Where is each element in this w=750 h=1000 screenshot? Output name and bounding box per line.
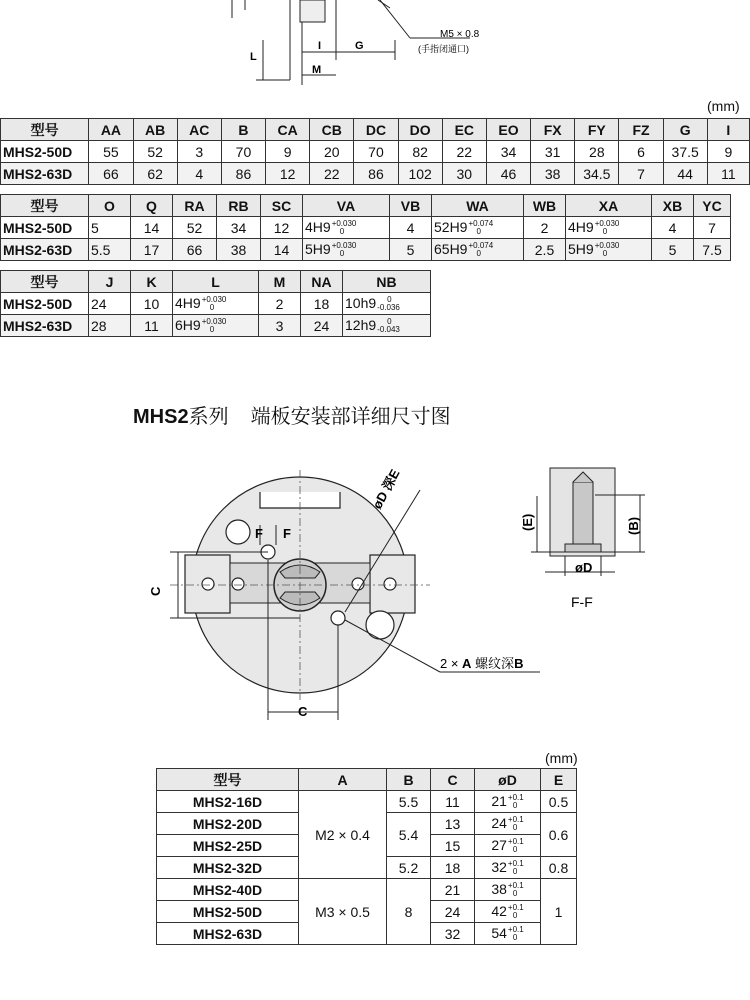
tolerance-cell: 5H9 +0.030 0 (566, 239, 652, 261)
value-cell: 9 (707, 141, 749, 163)
header-cell: XB (652, 195, 694, 217)
value-cell: 7.5 (694, 239, 731, 261)
table-row (1, 217, 731, 239)
value-cell: M2 × 0.4 (299, 791, 387, 879)
value-cell: 62 (133, 163, 177, 185)
header-cell: O (89, 195, 131, 217)
value-cell: 34 (217, 217, 261, 239)
header-cell: VA (303, 195, 390, 217)
value-cell: 11 (707, 163, 749, 185)
section-label-F1: F (255, 526, 263, 541)
header-cell: øD (475, 769, 541, 791)
dimension-table-2 (0, 194, 731, 261)
header-cell: XA (566, 195, 652, 217)
value-cell: 4 (177, 163, 221, 185)
value-cell: 32 (431, 923, 475, 945)
tolerance-cell: 27 +0.1 0 (475, 835, 541, 857)
value-cell: 13 (431, 813, 475, 835)
header-cell: 型号 (1, 195, 89, 217)
header-cell: RB (217, 195, 261, 217)
tolerance-cell: 54 +0.1 0 (475, 923, 541, 945)
value-cell: 7 (694, 217, 731, 239)
header-cell: FY (575, 119, 619, 141)
section-title (133, 400, 451, 429)
value-cell: 0.5 (541, 791, 577, 813)
value-cell: 2 (524, 217, 566, 239)
dim-label-I: I (318, 40, 322, 52)
header-cell: AB (133, 119, 177, 141)
tolerance-cell: 21 +0.1 0 (475, 791, 541, 813)
rail-hole-left-1 (202, 578, 214, 590)
section-subtitle: 端板安装部详细尺寸图 (250, 406, 451, 428)
header-cell: EO (486, 119, 530, 141)
value-cell: 5 (652, 239, 694, 261)
header-cell: FZ (619, 119, 663, 141)
header-cell: A (299, 769, 387, 791)
value-cell: 55 (89, 141, 133, 163)
section-name: F-F (571, 594, 593, 610)
header-cell: SC (261, 195, 303, 217)
value-cell: 44 (663, 163, 707, 185)
value-cell: 22 (310, 163, 354, 185)
section-dim-E: (E) (520, 513, 535, 531)
value-cell: 102 (398, 163, 442, 185)
thread-label: 2 × A 螺纹深B (440, 656, 524, 671)
value-cell: 17 (131, 239, 173, 261)
value-cell: 31 (531, 141, 575, 163)
section-dim-B: (B) (626, 516, 641, 535)
value-cell: 5.5 (387, 791, 431, 813)
header-cell: DO (398, 119, 442, 141)
header-cell: WB (524, 195, 566, 217)
model-cell: MHS2-50D (157, 901, 299, 923)
value-cell: 4 (390, 217, 432, 239)
value-cell: 37.5 (663, 141, 707, 163)
value-cell: 5.4 (387, 813, 431, 857)
value-cell: 5.5 (89, 239, 131, 261)
table-row (1, 315, 431, 337)
header-cell: K (131, 271, 173, 293)
dimension-table-3 (0, 270, 431, 337)
value-cell: 0.8 (541, 857, 577, 879)
header-cell: 型号 (157, 769, 299, 791)
value-cell: 28 (89, 315, 131, 337)
tolerance-cell: 42 +0.1 0 (475, 901, 541, 923)
table-row (1, 293, 431, 315)
value-cell: 7 (619, 163, 663, 185)
value-cell: 11 (431, 791, 475, 813)
table-header-row (1, 195, 731, 217)
value-cell: 12 (261, 217, 303, 239)
dim-label-G: G (355, 40, 364, 52)
value-cell: 70 (354, 141, 398, 163)
model-cell: MHS2-63D (1, 163, 89, 185)
table-row (1, 163, 750, 185)
model-cell: MHS2-50D (1, 141, 89, 163)
header-cell: I (707, 119, 749, 141)
section-dim-D: øD (575, 560, 593, 575)
thread-note: M5 × 0.8 (440, 29, 480, 40)
value-cell: 18 (301, 293, 343, 315)
header-cell: YC (694, 195, 731, 217)
unit-label-bottom: (mm) (545, 750, 578, 766)
header-cell: M (259, 271, 301, 293)
header-cell: L (173, 271, 259, 293)
value-cell: 86 (354, 163, 398, 185)
model-cell: MHS2-63D (1, 239, 89, 261)
thread-note-sub: (手指闭通口) (418, 44, 469, 54)
table-row (1, 239, 731, 261)
end-plate-dimension-table (156, 768, 577, 945)
header-cell: DC (354, 119, 398, 141)
model-cell: MHS2-40D (157, 879, 299, 901)
value-cell: 38 (217, 239, 261, 261)
series-name: MHS2 (133, 406, 189, 428)
header-cell: B (221, 119, 265, 141)
value-cell: M3 × 0.5 (299, 879, 387, 945)
header-cell: CA (266, 119, 310, 141)
value-cell: 52 (133, 141, 177, 163)
header-cell: CB (310, 119, 354, 141)
tolerance-cell: 4H9 +0.030 0 (303, 217, 390, 239)
model-cell: MHS2-16D (157, 791, 299, 813)
dim-label-M: M (312, 64, 322, 76)
table-header-row (1, 271, 431, 293)
value-cell: 30 (442, 163, 486, 185)
dim-label-C-side: C (148, 586, 163, 596)
header-cell: VB (390, 195, 432, 217)
value-cell: 24 (89, 293, 131, 315)
side-recess-left (226, 520, 250, 544)
value-cell: 22 (442, 141, 486, 163)
value-cell: 11 (131, 315, 173, 337)
side-recess-right (366, 611, 394, 639)
value-cell: 82 (398, 141, 442, 163)
dimension-table-1 (0, 118, 750, 185)
value-cell: 34 (486, 141, 530, 163)
model-cell: MHS2-63D (157, 923, 299, 945)
value-cell: 24 (431, 901, 475, 923)
tolerance-cell: 10h9 0 -0.036 (343, 293, 431, 315)
header-cell: 型号 (1, 119, 89, 141)
value-cell: 15 (431, 835, 475, 857)
value-cell: 28 (575, 141, 619, 163)
tolerance-cell: 65H9 +0.074 0 (432, 239, 524, 261)
value-cell: 20 (310, 141, 354, 163)
header-cell: AA (89, 119, 133, 141)
dim-label-C-bottom: C (298, 704, 308, 719)
tolerance-cell: 4H9 +0.030 0 (173, 293, 259, 315)
value-cell: 34.5 (575, 163, 619, 185)
value-cell: 2.5 (524, 239, 566, 261)
section-label-F2: F (283, 526, 291, 541)
end-plate-drawing (140, 450, 560, 730)
header-cell: 型号 (1, 271, 89, 293)
tolerance-cell: 12h9 0 -0.043 (343, 315, 431, 337)
header-cell: NA (301, 271, 343, 293)
top-side-view-drawing (0, 0, 750, 95)
value-cell: 70 (221, 141, 265, 163)
value-cell: 24 (301, 315, 343, 337)
model-cell: MHS2-63D (1, 315, 89, 337)
value-cell: 66 (89, 163, 133, 185)
header-cell: FX (531, 119, 575, 141)
value-cell: 10 (131, 293, 173, 315)
value-cell: 5 (390, 239, 432, 261)
rail-hole-left-2 (232, 578, 244, 590)
header-cell: AC (177, 119, 221, 141)
value-cell: 4 (652, 217, 694, 239)
value-cell: 52 (173, 217, 217, 239)
value-cell: 9 (266, 141, 310, 163)
header-cell: NB (343, 271, 431, 293)
model-cell: MHS2-50D (1, 217, 89, 239)
tolerance-cell: 38 +0.1 0 (475, 879, 541, 901)
thread-hole-lower (331, 611, 345, 625)
model-cell: MHS2-20D (157, 813, 299, 835)
value-cell: 8 (387, 879, 431, 945)
value-cell: 3 (259, 315, 301, 337)
section-FF-drawing (515, 460, 665, 620)
value-cell: 38 (531, 163, 575, 185)
value-cell: 86 (221, 163, 265, 185)
value-cell: 21 (431, 879, 475, 901)
table-row (157, 791, 577, 813)
header-cell: B (387, 769, 431, 791)
tolerance-cell: 6H9 +0.030 0 (173, 315, 259, 337)
dim-label-L: L (250, 51, 257, 63)
table-header-row (1, 119, 750, 141)
header-cell: J (89, 271, 131, 293)
header-cell: EC (442, 119, 486, 141)
value-cell: 14 (131, 217, 173, 239)
value-cell: 6 (619, 141, 663, 163)
unit-label-top: (mm) (707, 98, 740, 114)
tolerance-cell: 5H9 +0.030 0 (303, 239, 390, 261)
value-cell: 1 (541, 879, 577, 945)
tolerance-cell: 4H9 +0.030 0 (566, 217, 652, 239)
header-cell: G (663, 119, 707, 141)
header-cell: E (541, 769, 577, 791)
table-header-row (157, 769, 577, 791)
table-row (1, 141, 750, 163)
series-suffix: 系列 (188, 406, 229, 428)
value-cell: 12 (266, 163, 310, 185)
value-cell: 66 (173, 239, 217, 261)
table-row (157, 879, 577, 901)
value-cell: 5 (89, 217, 131, 239)
model-cell: MHS2-50D (1, 293, 89, 315)
tolerance-cell: 24 +0.1 0 (475, 813, 541, 835)
depth-label: øD 深E (369, 466, 403, 512)
model-cell: MHS2-25D (157, 835, 299, 857)
value-cell: 5.2 (387, 857, 431, 879)
header-cell: C (431, 769, 475, 791)
value-cell: 3 (177, 141, 221, 163)
tolerance-cell: 52H9 +0.074 0 (432, 217, 524, 239)
model-cell: MHS2-32D (157, 857, 299, 879)
value-cell: 46 (486, 163, 530, 185)
value-cell: 2 (259, 293, 301, 315)
value-cell: 0.6 (541, 813, 577, 857)
header-cell: RA (173, 195, 217, 217)
header-cell: WA (432, 195, 524, 217)
value-cell: 18 (431, 857, 475, 879)
tolerance-cell: 32 +0.1 0 (475, 857, 541, 879)
header-cell: Q (131, 195, 173, 217)
rail-hole-right-2 (384, 578, 396, 590)
value-cell: 14 (261, 239, 303, 261)
